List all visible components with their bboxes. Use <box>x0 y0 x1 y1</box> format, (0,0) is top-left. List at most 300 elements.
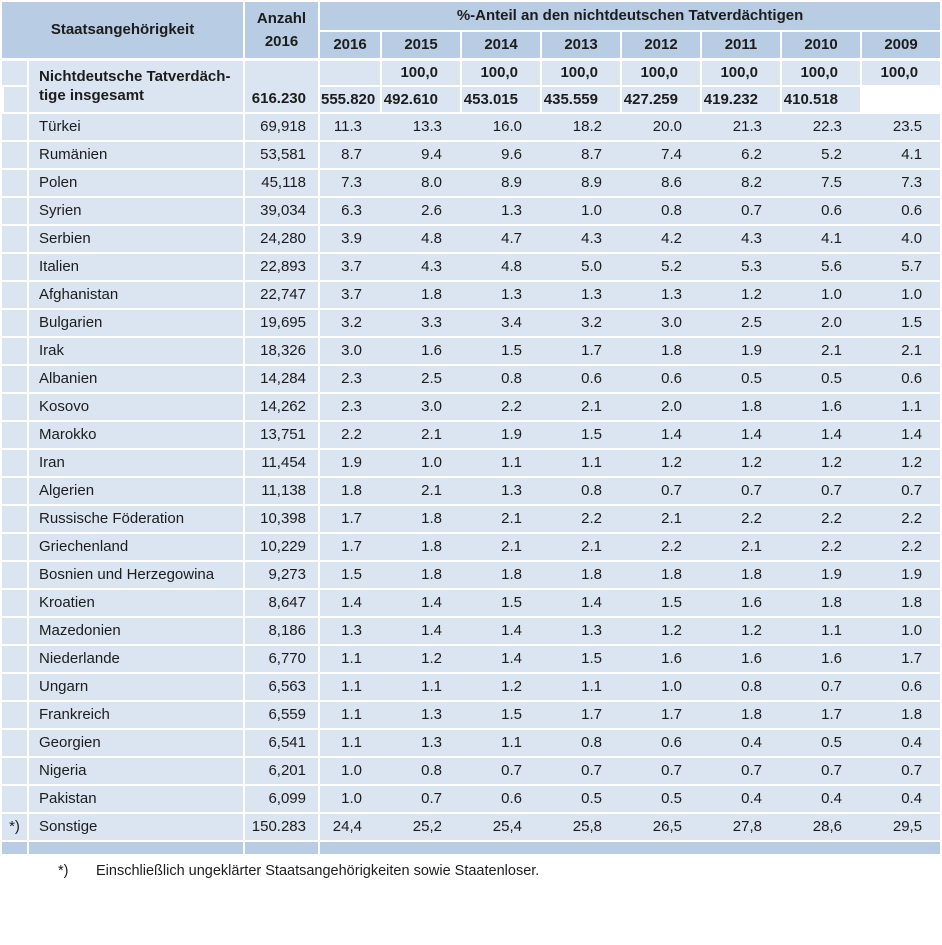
row-footnote-marker <box>2 364 27 392</box>
row-percent-cell: 1.2 <box>620 616 700 644</box>
row-percent-cell: 1.1 <box>380 672 460 700</box>
row-percent-cell: 1.6 <box>380 336 460 364</box>
year-header-2012: 2012 <box>620 30 700 58</box>
row-percent-cell: 2.5 <box>700 308 780 336</box>
row-percent-cell: 2.2 <box>860 532 940 560</box>
row-nationality: Niederlande <box>27 644 243 672</box>
table-row <box>2 364 940 392</box>
row-footnote-marker <box>2 560 27 588</box>
table-row <box>2 644 940 672</box>
year-header-2014: 2014 <box>460 30 540 58</box>
row-percent-cell: 9.4 <box>380 140 460 168</box>
total-percent-cell: 100,0 <box>860 58 940 85</box>
total-absolute-cell <box>2 85 27 112</box>
row-anzahl: 14,262 <box>243 392 318 420</box>
row-percent-cell: 0.5 <box>780 728 860 756</box>
row-percent-cell: 1.8 <box>380 504 460 532</box>
row-footnote-marker <box>2 728 27 756</box>
row-percent-cell: 0.5 <box>620 784 700 812</box>
row-percent-cell: 20.0 <box>620 112 700 140</box>
table-row <box>2 196 940 224</box>
year-header-2016: 2016 <box>318 30 380 58</box>
row-percent-cell: 1.0 <box>860 616 940 644</box>
row-percent-cell: 4.8 <box>380 224 460 252</box>
row-percent-cell: 2.0 <box>620 392 700 420</box>
total-percent-cell: 100,0 <box>460 58 540 85</box>
row-percent-cell: 7.5 <box>780 168 860 196</box>
col-header-anzahl-line1: Anzahl <box>256 9 307 27</box>
total-label-line1: Nichtdeutsche Tatverdäch- <box>39 67 231 85</box>
row-nationality: Mazedonien <box>27 616 243 644</box>
row-anzahl: 69,918 <box>243 112 318 140</box>
row-anzahl: 150.283 <box>243 812 318 840</box>
footnote-marker: *) <box>58 863 69 879</box>
row-nationality: Nigeria <box>27 756 243 784</box>
row-percent-cell: 13.3 <box>380 112 460 140</box>
row-percent-cell: 1.7 <box>540 700 620 728</box>
row-percent-cell: 6.2 <box>700 140 780 168</box>
total-row-anzahl: 616.230 <box>243 58 318 112</box>
row-percent-cell: 1.7 <box>318 504 380 532</box>
row-anzahl: 22,893 <box>243 252 318 280</box>
table-row <box>2 448 940 476</box>
row-percent-cell: 0.7 <box>700 756 780 784</box>
total-absolute-cell: 555.820 <box>318 85 380 112</box>
row-percent-cell: 1.7 <box>620 700 700 728</box>
row-percent-cell: 1.1 <box>780 616 860 644</box>
row-nationality: Albanien <box>27 364 243 392</box>
total-percent-cell: 100,0 <box>540 58 620 85</box>
row-anzahl: 18,326 <box>243 336 318 364</box>
row-percent-cell: 2.2 <box>780 504 860 532</box>
table-row <box>2 616 940 644</box>
row-footnote-marker <box>2 448 27 476</box>
row-percent-cell: 1.2 <box>700 616 780 644</box>
row-percent-cell: 2.1 <box>380 420 460 448</box>
row-percent-cell: 29,5 <box>860 812 940 840</box>
footnote-text: Einschließlich ungeklärter Staatsangehörigkeiten sowie Staatenloser. <box>96 863 540 879</box>
row-percent-cell: 1.6 <box>780 644 860 672</box>
row-percent-cell: 5.2 <box>620 252 700 280</box>
row-percent-cell: 1.2 <box>620 448 700 476</box>
row-percent-cell: 1.7 <box>318 532 380 560</box>
row-anzahl: 45,118 <box>243 168 318 196</box>
row-percent-cell: 4.0 <box>860 224 940 252</box>
row-percent-cell: 1.4 <box>460 616 540 644</box>
row-percent-cell: 1.3 <box>380 700 460 728</box>
row-footnote-marker <box>2 196 27 224</box>
row-percent-cell: 1.5 <box>620 588 700 616</box>
row-percent-cell: 0.6 <box>860 364 940 392</box>
total-absolute-cell: 427.259 <box>620 85 700 112</box>
total-absolute-cell: 410.518 <box>780 85 860 112</box>
row-percent-cell: 4.1 <box>860 140 940 168</box>
row-anzahl: 53,581 <box>243 140 318 168</box>
row-percent-cell: 1.1 <box>318 672 380 700</box>
row-percent-cell: 1.9 <box>780 560 860 588</box>
table-row <box>2 728 940 756</box>
row-anzahl: 6,563 <box>243 672 318 700</box>
row-percent-cell: 1.7 <box>780 700 860 728</box>
row-percent-cell: 1.5 <box>460 700 540 728</box>
row-percent-cell: 7.4 <box>620 140 700 168</box>
row-percent-cell: 0.6 <box>540 364 620 392</box>
table-row <box>2 560 940 588</box>
row-anzahl: 10,229 <box>243 532 318 560</box>
table-row <box>2 392 940 420</box>
row-percent-cell: 25,4 <box>460 812 540 840</box>
row-nationality: Russische Föderation <box>27 504 243 532</box>
row-percent-cell: 0.6 <box>780 196 860 224</box>
row-anzahl: 22,747 <box>243 280 318 308</box>
total-row-percent <box>2 58 940 85</box>
row-footnote-marker <box>2 784 27 812</box>
year-header-2010: 2010 <box>780 30 860 58</box>
row-nationality: Kosovo <box>27 392 243 420</box>
row-percent-cell: 1.8 <box>380 532 460 560</box>
row-percent-cell: 2.2 <box>540 504 620 532</box>
row-percent-cell: 1.6 <box>700 644 780 672</box>
row-percent-cell: 1.1 <box>540 672 620 700</box>
row-percent-cell: 0.8 <box>540 728 620 756</box>
row-percent-cell: 1.5 <box>460 336 540 364</box>
table-row <box>2 672 940 700</box>
row-anzahl: 6,201 <box>243 756 318 784</box>
row-percent-cell: 1.1 <box>318 700 380 728</box>
row-percent-cell: 8.9 <box>540 168 620 196</box>
row-percent-cell: 0.8 <box>700 672 780 700</box>
row-percent-cell: 3.2 <box>318 308 380 336</box>
row-percent-cell: 3.3 <box>380 308 460 336</box>
row-percent-cell: 8.7 <box>540 140 620 168</box>
row-percent-cell: 8.0 <box>380 168 460 196</box>
row-percent-cell: 2.2 <box>460 392 540 420</box>
row-footnote-marker <box>2 756 27 784</box>
row-percent-cell: 0.7 <box>460 756 540 784</box>
row-percent-cell: 0.7 <box>780 756 860 784</box>
table-row <box>2 812 940 840</box>
row-percent-cell: 8.6 <box>620 168 700 196</box>
row-percent-cell: 0.6 <box>860 672 940 700</box>
row-percent-cell: 25,8 <box>540 812 620 840</box>
row-percent-cell: 21.3 <box>700 112 780 140</box>
row-anzahl: 24,280 <box>243 224 318 252</box>
row-percent-cell: 1.4 <box>460 644 540 672</box>
row-percent-cell: 1.0 <box>380 448 460 476</box>
row-footnote-marker <box>2 588 27 616</box>
row-percent-cell: 1.3 <box>540 280 620 308</box>
row-percent-cell: 0.6 <box>460 784 540 812</box>
row-percent-cell: 2.2 <box>700 504 780 532</box>
row-percent-cell: 0.7 <box>780 476 860 504</box>
row-footnote-marker <box>2 280 27 308</box>
row-percent-cell: 0.6 <box>620 364 700 392</box>
row-footnote-marker <box>2 140 27 168</box>
row-percent-cell: 4.3 <box>380 252 460 280</box>
row-percent-cell: 11.3 <box>318 112 380 140</box>
row-percent-cell: 1.0 <box>318 784 380 812</box>
row-percent-cell: 1.1 <box>860 392 940 420</box>
row-footnote-marker <box>2 252 27 280</box>
table-row <box>2 280 940 308</box>
row-nationality: Georgien <box>27 728 243 756</box>
row-percent-cell: 1.8 <box>700 700 780 728</box>
bottom-bar-segment <box>243 840 318 854</box>
row-anzahl: 39,034 <box>243 196 318 224</box>
table-row <box>2 532 940 560</box>
table-row <box>2 784 940 812</box>
row-footnote-marker <box>2 336 27 364</box>
row-percent-cell: 1.2 <box>460 672 540 700</box>
row-percent-cell: 2.2 <box>620 532 700 560</box>
row-percent-cell: 0.7 <box>860 476 940 504</box>
table-row <box>2 476 940 504</box>
col-header-percent-group: %-Anteil an den nichtdeutschen Tatverdächtigen <box>318 2 940 30</box>
table-row <box>2 140 940 168</box>
footnote <box>0 854 942 879</box>
row-percent-cell: 4.8 <box>460 252 540 280</box>
row-nationality: Iran <box>27 448 243 476</box>
row-percent-cell: 1.4 <box>780 420 860 448</box>
row-percent-cell: 16.0 <box>460 112 540 140</box>
row-percent-cell: 1.0 <box>780 280 860 308</box>
row-percent-cell: 1.3 <box>318 616 380 644</box>
total-percent-cell: 100,0 <box>700 58 780 85</box>
row-percent-cell: 0.4 <box>700 728 780 756</box>
row-percent-cell: 2.1 <box>380 476 460 504</box>
row-percent-cell: 1.4 <box>380 588 460 616</box>
row-anzahl: 6,559 <box>243 700 318 728</box>
row-percent-cell: 1.9 <box>318 448 380 476</box>
row-nationality: Pakistan <box>27 784 243 812</box>
row-anzahl: 6,770 <box>243 644 318 672</box>
row-percent-cell: 2.2 <box>780 532 860 560</box>
total-percent-cell: 100,0 <box>780 58 860 85</box>
row-percent-cell: 3.4 <box>460 308 540 336</box>
row-percent-cell: 5.3 <box>700 252 780 280</box>
row-percent-cell: 2.2 <box>318 420 380 448</box>
row-nationality: Afghanistan <box>27 280 243 308</box>
row-percent-cell: 1.8 <box>318 476 380 504</box>
row-nationality: Irak <box>27 336 243 364</box>
table-row <box>2 504 940 532</box>
row-nationality: Kroatien <box>27 588 243 616</box>
row-percent-cell: 27,8 <box>700 812 780 840</box>
row-percent-cell: 2.1 <box>540 392 620 420</box>
row-percent-cell: 1.0 <box>860 280 940 308</box>
row-footnote-marker <box>2 644 27 672</box>
year-header-2011: 2011 <box>700 30 780 58</box>
row-nationality: Polen <box>27 168 243 196</box>
row-percent-cell: 0.5 <box>540 784 620 812</box>
row-percent-cell: 7.3 <box>860 168 940 196</box>
row-percent-cell: 7.3 <box>318 168 380 196</box>
table-row <box>2 700 940 728</box>
row-footnote-marker <box>2 112 27 140</box>
row-percent-cell: 3.0 <box>620 308 700 336</box>
row-percent-cell: 1.3 <box>460 280 540 308</box>
row-percent-cell: 2.1 <box>780 336 860 364</box>
row-percent-cell: 0.5 <box>700 364 780 392</box>
row-percent-cell: 3.9 <box>318 224 380 252</box>
row-percent-cell: 0.4 <box>860 728 940 756</box>
row-footnote-marker: *) <box>2 812 27 840</box>
bottom-bar-segment <box>2 840 27 854</box>
row-percent-cell: 2.1 <box>860 336 940 364</box>
row-footnote-marker <box>2 224 27 252</box>
table-row <box>2 336 940 364</box>
table-row <box>2 224 940 252</box>
row-percent-cell: 1.4 <box>860 420 940 448</box>
row-percent-cell: 18.2 <box>540 112 620 140</box>
row-percent-cell: 3.7 <box>318 280 380 308</box>
row-percent-cell: 1.8 <box>860 588 940 616</box>
row-percent-cell: 0.7 <box>780 672 860 700</box>
table-row <box>2 756 940 784</box>
row-percent-cell: 3.7 <box>318 252 380 280</box>
row-percent-cell: 1.2 <box>380 644 460 672</box>
row-footnote-marker <box>2 392 27 420</box>
row-anzahl: 19,695 <box>243 308 318 336</box>
row-anzahl: 10,398 <box>243 504 318 532</box>
row-percent-cell: 1.5 <box>460 588 540 616</box>
row-anzahl: 11,138 <box>243 476 318 504</box>
row-percent-cell: 0.4 <box>700 784 780 812</box>
row-percent-cell: 1.0 <box>540 196 620 224</box>
row-percent-cell: 1.4 <box>620 420 700 448</box>
row-percent-cell: 1.4 <box>380 616 460 644</box>
row-percent-cell: 1.8 <box>540 560 620 588</box>
total-absolute-cell: 492.610 <box>380 85 460 112</box>
total-percent-cell: 100,0 <box>620 58 700 85</box>
row-nationality: Algerien <box>27 476 243 504</box>
row-percent-cell: 1.4 <box>318 588 380 616</box>
row-percent-cell: 1.5 <box>540 420 620 448</box>
col-header-nationality: Staatsangehörigkeit <box>2 2 243 58</box>
row-nationality: Griechenland <box>27 532 243 560</box>
row-footnote-marker <box>2 700 27 728</box>
row-percent-cell: 1.8 <box>460 560 540 588</box>
total-absolute-cell: 419.232 <box>700 85 780 112</box>
row-percent-cell: 5.7 <box>860 252 940 280</box>
row-percent-cell: 2.2 <box>860 504 940 532</box>
row-percent-cell: 2.1 <box>540 532 620 560</box>
row-percent-cell: 1.4 <box>700 420 780 448</box>
row-percent-cell: 5.2 <box>780 140 860 168</box>
row-footnote-marker <box>2 616 27 644</box>
row-percent-cell: 1.6 <box>700 588 780 616</box>
row-percent-cell: 1.8 <box>620 336 700 364</box>
table-row <box>2 588 940 616</box>
row-percent-cell: 0.5 <box>780 364 860 392</box>
row-percent-cell: 0.7 <box>700 476 780 504</box>
row-percent-cell: 1.8 <box>780 588 860 616</box>
row-nationality: Serbien <box>27 224 243 252</box>
row-nationality: Bosnien und Herzegowina <box>27 560 243 588</box>
row-percent-cell: 24,4 <box>318 812 380 840</box>
row-percent-cell: 0.4 <box>860 784 940 812</box>
row-anzahl: 11,454 <box>243 448 318 476</box>
row-percent-cell: 1.8 <box>620 560 700 588</box>
table-row <box>2 112 940 140</box>
row-percent-cell: 0.7 <box>620 756 700 784</box>
row-percent-cell: 1.5 <box>860 308 940 336</box>
total-percent-cell: 100,0 <box>380 58 460 85</box>
row-percent-cell: 1.6 <box>780 392 860 420</box>
row-percent-cell: 2.1 <box>460 504 540 532</box>
row-percent-cell: 1.3 <box>540 616 620 644</box>
row-footnote-marker <box>2 420 27 448</box>
row-percent-cell: 1.7 <box>860 644 940 672</box>
row-percent-cell: 1.8 <box>700 392 780 420</box>
row-nationality: Syrien <box>27 196 243 224</box>
row-percent-cell: 1.0 <box>620 672 700 700</box>
row-percent-cell: 0.7 <box>380 784 460 812</box>
row-percent-cell: 2.3 <box>318 364 380 392</box>
row-percent-cell: 1.8 <box>700 560 780 588</box>
row-percent-cell: 8.9 <box>460 168 540 196</box>
row-percent-cell: 0.8 <box>620 196 700 224</box>
row-footnote-marker <box>2 168 27 196</box>
bottom-bar-segment <box>318 840 940 854</box>
row-footnote-marker <box>2 504 27 532</box>
row-footnote-marker <box>2 672 27 700</box>
row-percent-cell: 2.1 <box>700 532 780 560</box>
row-anzahl: 14,284 <box>243 364 318 392</box>
row-percent-cell: 28,6 <box>780 812 860 840</box>
year-header-2013: 2013 <box>540 30 620 58</box>
row-percent-cell: 0.7 <box>700 196 780 224</box>
row-percent-cell: 1.3 <box>620 280 700 308</box>
row-percent-cell: 4.3 <box>700 224 780 252</box>
row-percent-cell: 1.3 <box>460 476 540 504</box>
row-nationality: Türkei <box>27 112 243 140</box>
row-percent-cell: 1.1 <box>540 448 620 476</box>
row-anzahl: 9,273 <box>243 560 318 588</box>
row-percent-cell: 2.3 <box>318 392 380 420</box>
row-percent-cell: 1.5 <box>318 560 380 588</box>
row-percent-cell: 5.0 <box>540 252 620 280</box>
total-percent-cell <box>318 58 380 85</box>
row-percent-cell: 1.3 <box>380 728 460 756</box>
row-percent-cell: 23.5 <box>860 112 940 140</box>
row-percent-cell: 1.2 <box>700 448 780 476</box>
header-row-group <box>2 2 940 30</box>
row-percent-cell: 1.5 <box>540 644 620 672</box>
row-percent-cell: 1.1 <box>318 728 380 756</box>
row-percent-cell: 0.6 <box>860 196 940 224</box>
row-anzahl: 8,647 <box>243 588 318 616</box>
total-label-line2: tige insgesamt <box>39 86 145 104</box>
row-percent-cell: 1.2 <box>780 448 860 476</box>
total-row-label <box>27 58 243 112</box>
row-anzahl: 8,186 <box>243 616 318 644</box>
row-nationality: Ungarn <box>27 672 243 700</box>
row-anzahl: 6,099 <box>243 784 318 812</box>
row-percent-cell: 2.0 <box>780 308 860 336</box>
row-percent-cell: 0.8 <box>540 476 620 504</box>
row-percent-cell: 4.3 <box>540 224 620 252</box>
row-percent-cell: 8.7 <box>318 140 380 168</box>
row-percent-cell: 3.0 <box>318 336 380 364</box>
nationality-statistics-table <box>2 2 940 854</box>
table-row <box>2 252 940 280</box>
row-percent-cell: 0.7 <box>540 756 620 784</box>
year-header-2009: 2009 <box>860 30 940 58</box>
total-absolute-cell: 435.559 <box>540 85 620 112</box>
row-percent-cell: 2.6 <box>380 196 460 224</box>
row-nationality: Italien <box>27 252 243 280</box>
